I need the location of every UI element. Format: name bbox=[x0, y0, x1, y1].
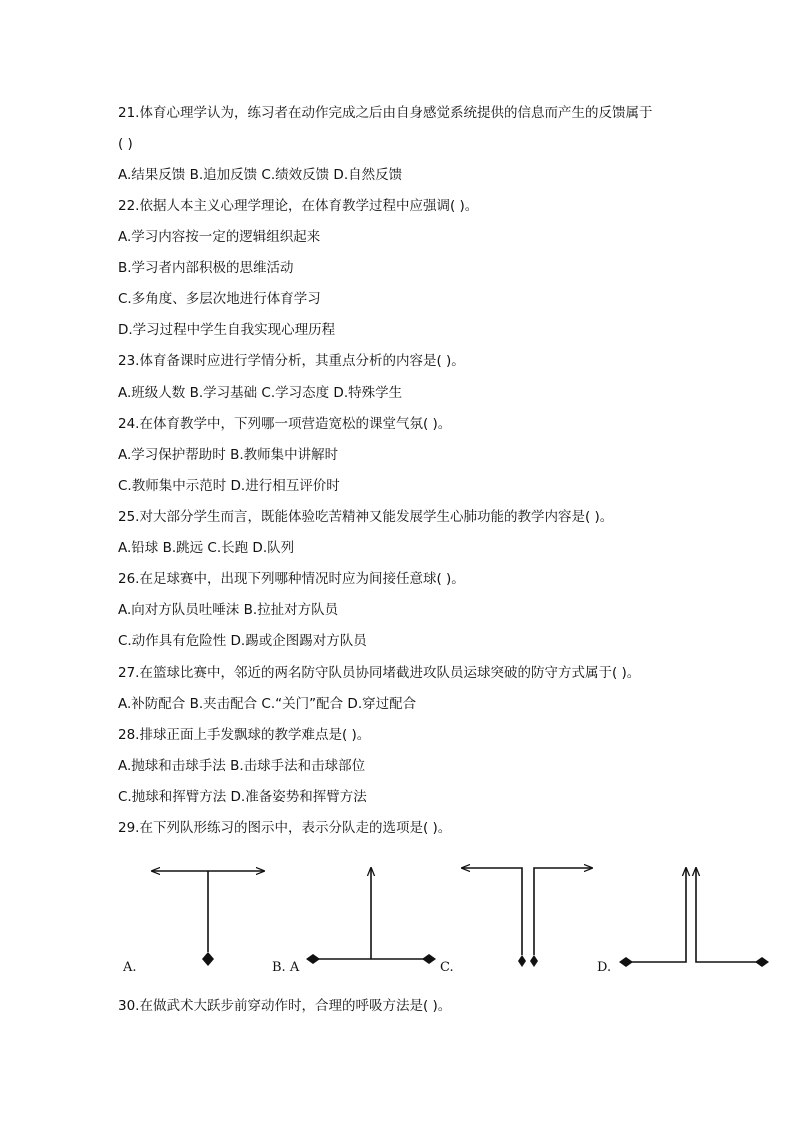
question-22-option-c: C.多角度、多层次地进行体育学习 bbox=[118, 291, 321, 307]
question-23-options: A.班级人数 B.学习基础 C.学习态度 D.特殊学生 bbox=[118, 385, 403, 401]
question-22-option-b: B.学习者内部积极的思维活动 bbox=[118, 260, 294, 276]
question-28-stem: 28.排球正面上手发飘球的教学难点是( )。 bbox=[118, 727, 371, 743]
converge-arrow-right-d bbox=[696, 868, 758, 962]
formation-option-a bbox=[152, 871, 264, 966]
question-24-options-cd: C.教师集中示范时 D.进行相互评价时 bbox=[118, 478, 340, 494]
formation-option-c bbox=[462, 868, 592, 967]
split-arrow-right-c bbox=[534, 868, 592, 955]
question-22-option-a: A.学习内容按一定的逻辑组织起来 bbox=[118, 229, 321, 245]
question-25-options: A.铅球 B.跳远 C.长跑 D.队列 bbox=[118, 540, 295, 556]
converge-arrow-left-d bbox=[628, 868, 686, 962]
question-26-options-cd: C.动作具有危险性 D.踢或企图踢对方队员 bbox=[118, 633, 367, 649]
formation-option-d bbox=[619, 868, 769, 967]
diamond-marker-c-left bbox=[518, 955, 526, 967]
question-27-options: A.补防配合 B.夹击配合 C.“关门”配合 D.穿过配合 bbox=[118, 696, 417, 712]
question-24-options-ab: A.学习保护帮助时 B.教师集中讲解时 bbox=[118, 447, 339, 463]
diamond-marker-b-left bbox=[306, 954, 320, 964]
formation-option-b bbox=[306, 868, 436, 964]
diamond-marker-d-left bbox=[619, 957, 633, 967]
question-28-options-ab: A.抛球和击球手法 B.击球手法和击球部位 bbox=[118, 758, 366, 774]
question-29-stem: 29.在下列队形练习的图示中，表示分队走的选项是( )。 bbox=[118, 820, 452, 836]
diagram-label-a: A. bbox=[123, 960, 137, 975]
diagram-label-d: D. bbox=[597, 960, 612, 975]
formation-diagrams bbox=[0, 850, 794, 980]
question-26-options-ab: A.向对方队员吐唾沫 B.拉扯对方队员 bbox=[118, 602, 339, 618]
question-30-stem: 30.在做武术大跃步前穿动作时，合理的呼吸方法是( )。 bbox=[118, 998, 452, 1014]
diagram-label-b: B. A bbox=[272, 960, 300, 975]
question-22-option-d: D.学习过程中学生自我实现心理历程 bbox=[118, 322, 336, 338]
diagram-label-c: C. bbox=[440, 960, 454, 975]
diamond-marker-a bbox=[202, 952, 214, 966]
question-21-blank: ( ) bbox=[118, 136, 133, 152]
diamond-marker-c-right bbox=[530, 955, 538, 967]
question-21-options: A.结果反馈 B.追加反馈 C.绩效反馈 D.自然反馈 bbox=[118, 167, 403, 183]
formation-diagram-svg bbox=[0, 850, 794, 980]
diamond-marker-d-right bbox=[755, 957, 769, 967]
question-26-stem: 26.在足球赛中，出现下列哪种情况时应为间接任意球( )。 bbox=[118, 571, 465, 587]
question-25-stem: 25.对大部分学生而言，既能体验吃苦精神又能发展学生心肺功能的教学内容是( )。 bbox=[118, 509, 614, 525]
question-22-stem: 22.依据人本主义心理学理论，在体育教学过程中应强调( )。 bbox=[118, 198, 479, 214]
question-23-stem: 23.体育备课时应进行学情分析，其重点分析的内容是( )。 bbox=[118, 353, 465, 369]
question-21-stem: 21.体育心理学认为，练习者在动作完成之后由自身感觉系统提供的信息而产生的反馈属于 bbox=[118, 105, 653, 121]
split-arrow-left-c bbox=[462, 868, 522, 955]
question-27-stem: 27.在篮球比赛中，邻近的两名防守队员协同堵截进攻队员运球突破的防守方式属于( )。 bbox=[118, 665, 641, 681]
question-24-stem: 24.在体育教学中，下列哪一项营造宽松的课堂气氛( )。 bbox=[118, 416, 452, 432]
diamond-marker-b-right bbox=[422, 954, 436, 964]
question-28-options-cd: C.抛球和挥臂方法 D.准备姿势和挥臂方法 bbox=[118, 789, 367, 805]
